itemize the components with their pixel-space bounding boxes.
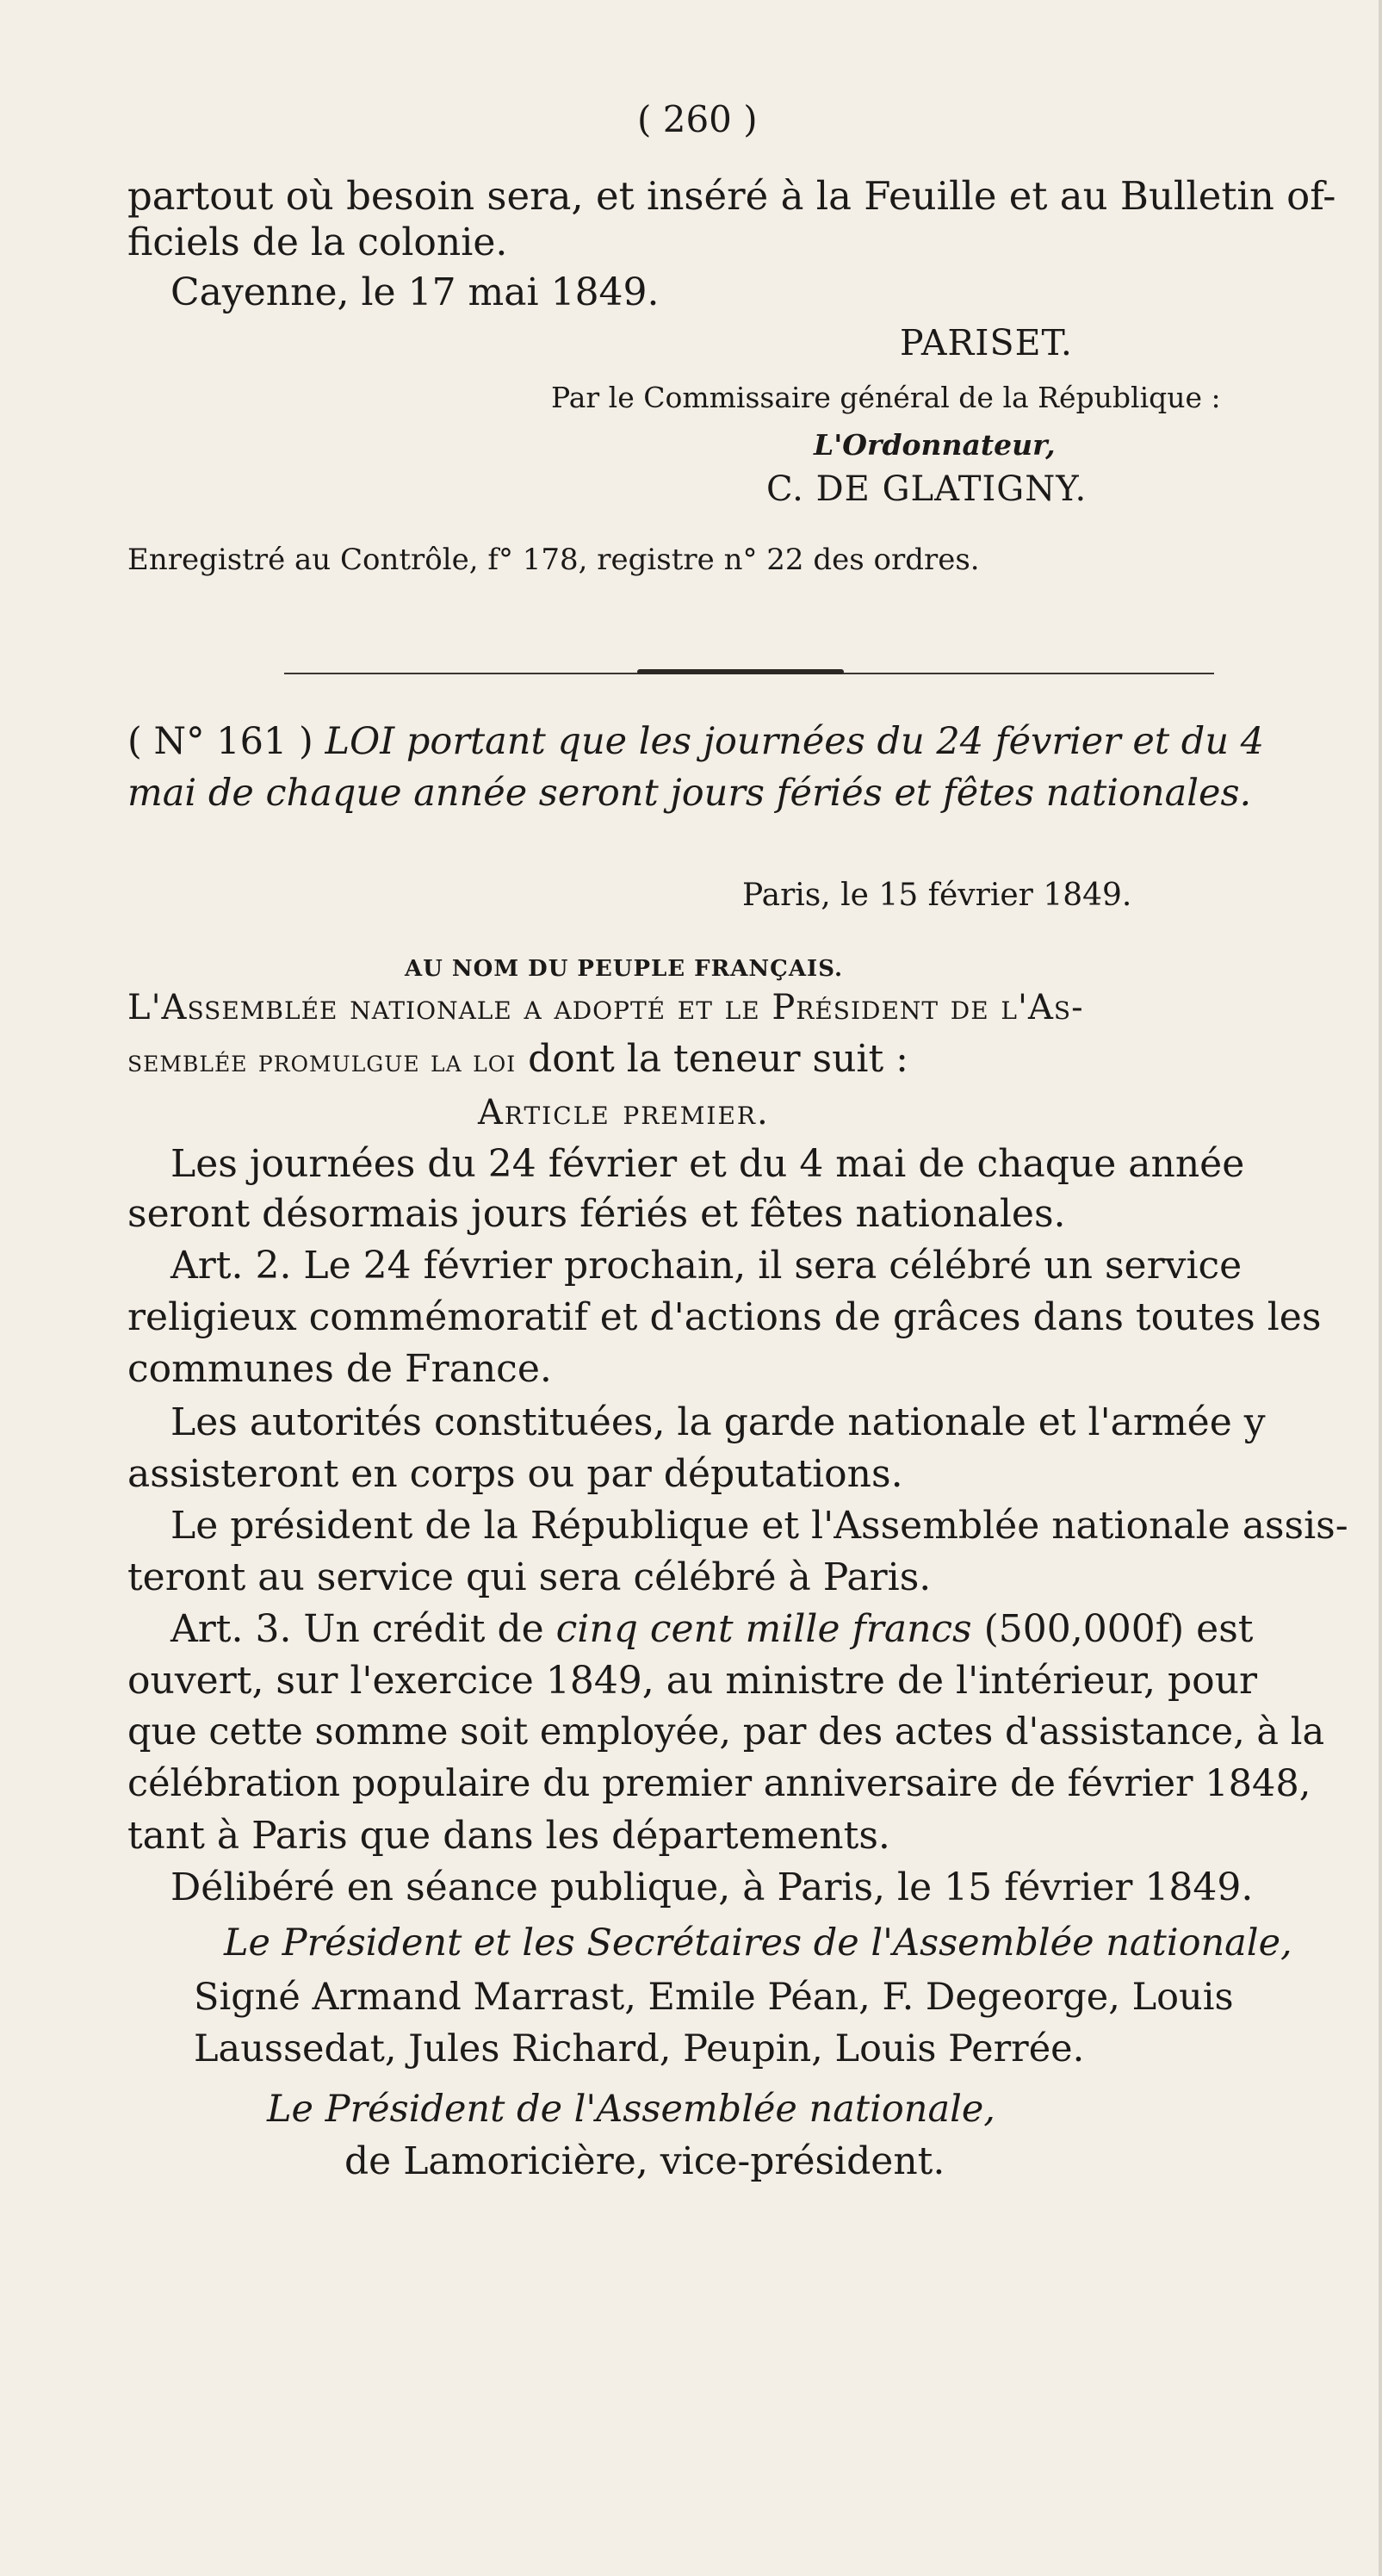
registration-note: Enregistré au Contrôle, f° 178, registre n° 22 des ordres. (127, 543, 980, 577)
text-line: Le président de la République et l'Assemblée nationale assis- (170, 1504, 1348, 1548)
enacting-clause: L'Assemblée nationale a adopté et le Président de l'As- (127, 988, 1084, 1027)
enacting-clause (127, 1037, 908, 1081)
president-heading: Le Président de l'Assemblée nationale, (267, 2088, 995, 2131)
text-line: partout où besoin sera, et inséré à la Feuille et au Bulletin of- (127, 173, 1336, 219)
section-divider-ornament (637, 669, 844, 674)
article-3 (170, 1607, 1254, 1651)
credit-amount-words: cinq cent mille francs (555, 1607, 972, 1651)
article-2: Art. 2. Le 24 février prochain, il sera célébré un service (170, 1244, 1243, 1288)
preamble-heading: AU NOM DU PEUPLE FRANÇAIS. (405, 956, 844, 982)
enacting-clause-smallcaps: semblée promulgue la loi (127, 1044, 517, 1079)
signatories-line: Laussedat, Jules Richard, Peupin, Louis Perrée. (194, 2027, 1085, 2070)
text-line: que cette somme soit employée, par des actes d'assistance, à la (127, 1710, 1325, 1754)
law-heading (127, 720, 1265, 763)
text-line: communes de France. (127, 1347, 552, 1391)
text-line: ouvert, sur l'exercice 1849, au ministre de l'intérieur, pour (127, 1659, 1258, 1703)
dateline: Paris, le 15 février 1849. (742, 878, 1132, 913)
text-line: Les autorités constituées, la garde nationale et l'armée y (170, 1400, 1266, 1444)
law-number: ( N° 161 ) (127, 720, 325, 763)
text-line: ficiels de la colonie. (127, 220, 508, 264)
text-line: tant à Paris que dans les départements. (127, 1814, 890, 1858)
law-title-continued: mai de chaque année seront jours fériés et fêtes nationales. (127, 772, 1252, 815)
credit-amount-figures: (500,000f) est (971, 1607, 1254, 1651)
law-title: LOI portant que les journées du 24 février et du 4 (325, 720, 1265, 763)
text-line: Les journées du 24 février et du 4 mai de chaque année (170, 1142, 1245, 1186)
signatories-line: Signé Armand Marrast, Emile Péan, F. Degeorge, Louis (194, 1976, 1234, 2019)
signatories-heading: Le Président et les Secrétaires de l'Assemblée nationale, (224, 1921, 1292, 1965)
text-line: teront au service qui sera célébré à Paris. (127, 1555, 932, 1599)
signature-name: C. DE GLATIGNY. (766, 469, 1088, 509)
text-line: assisteront en corps ou par députations. (127, 1452, 903, 1496)
page-number: ( 260 ) (637, 98, 758, 140)
article-heading: Article premier. (478, 1093, 770, 1133)
text-line: religieux commémoratif et d'actions de grâces dans toutes les (127, 1295, 1322, 1339)
signature-title: L'Ordonnateur, (814, 428, 1056, 462)
deliberation-line: Délibéré en séance publique, à Paris, le 15 février 1849. (170, 1865, 1254, 1909)
text-line: seront désormais jours fériés et fêtes nationales. (127, 1192, 1066, 1236)
article-3-lead: Art. 3. Un crédit de (170, 1607, 556, 1651)
dateline: Cayenne, le 17 mai 1849. (170, 270, 660, 314)
text-line: célébration populaire du premier anniversaire de février 1848, (127, 1762, 1311, 1805)
president-signature: de Lamoricière, vice-président. (344, 2139, 945, 2183)
signature-name: PARISET. (900, 322, 1073, 363)
signature-caption: Par le Commissaire général de la République : (551, 381, 1221, 414)
page-edge (1379, 0, 1382, 2576)
enacting-clause-text: dont la teneur suit : (516, 1037, 908, 1081)
